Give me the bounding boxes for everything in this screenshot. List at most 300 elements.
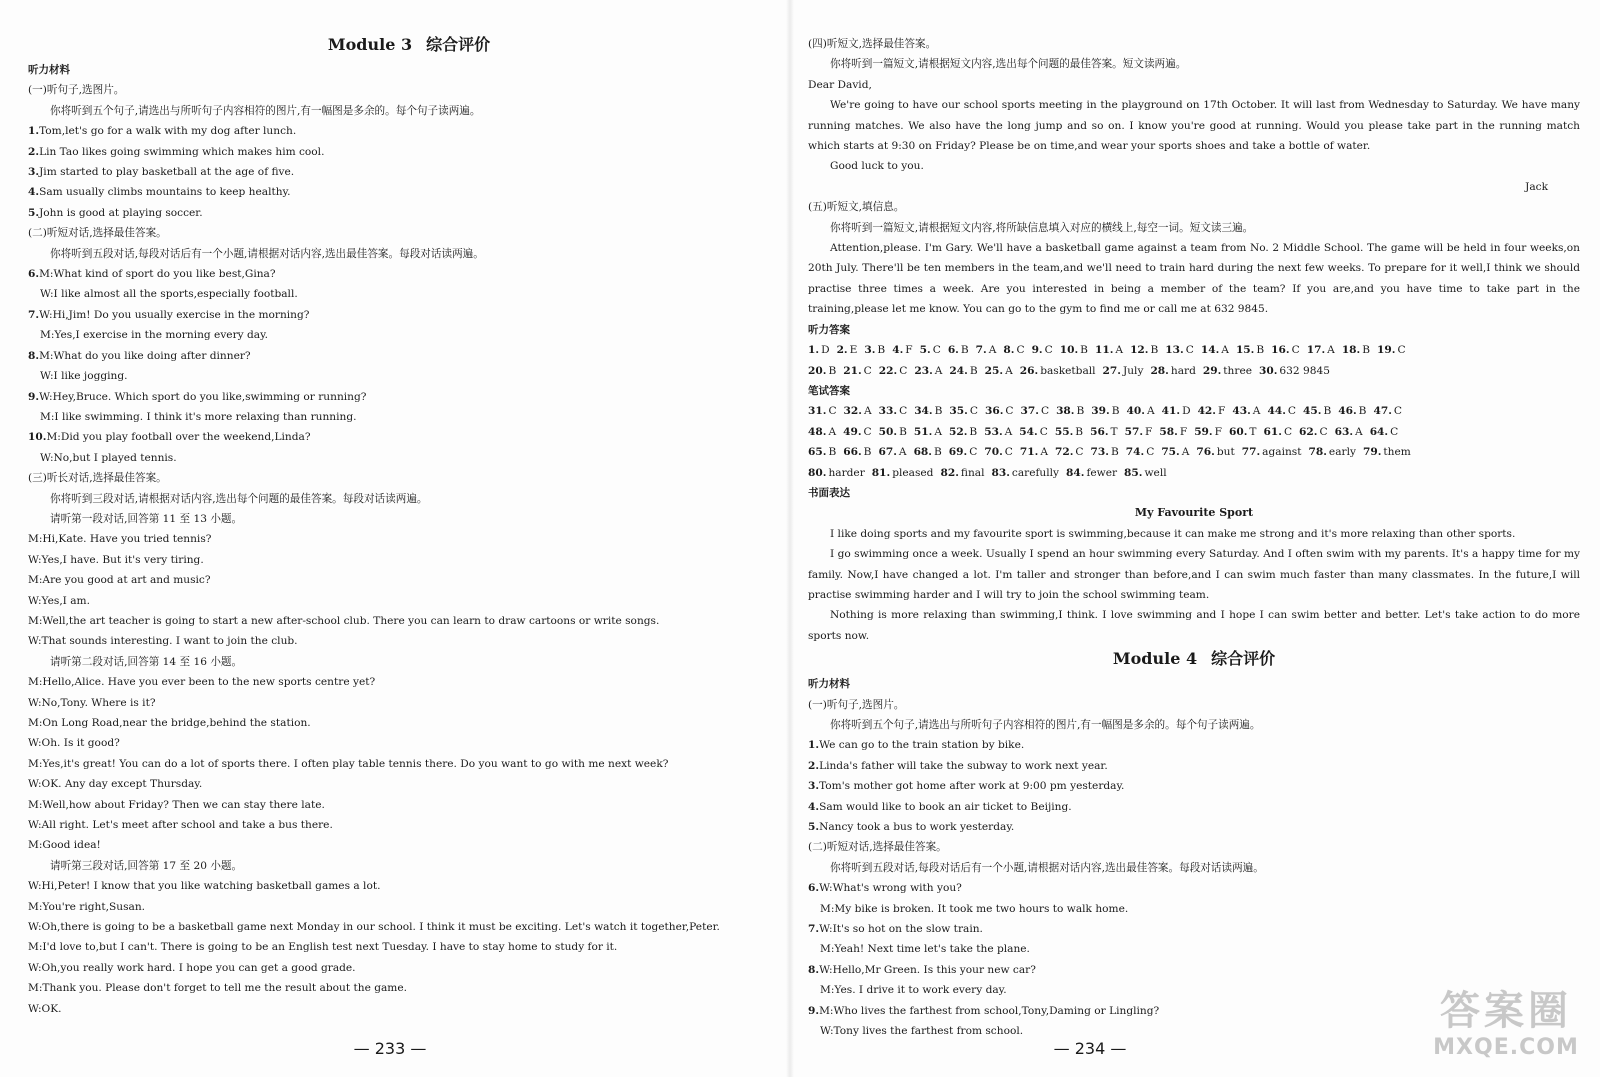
written-answer-number: 74. <box>1125 446 1145 459</box>
written-answer-value: B <box>1075 425 1084 438</box>
written-answer-number: 68. <box>913 446 932 459</box>
part1-item-text: Jim started to play basketball at the age of five. <box>39 166 295 179</box>
written-answer-number: 50. <box>878 425 898 438</box>
written-answer-number: 66. <box>843 446 862 459</box>
m4-part2-line <box>808 919 1580 939</box>
written-answer-value: C <box>1005 405 1014 418</box>
written-answer-item <box>1055 442 1084 462</box>
written-answer-value: carefully <box>1011 466 1060 479</box>
written-answer-value: B <box>1076 405 1085 418</box>
written-answer-value: pleased <box>892 466 934 479</box>
listening-answer-item <box>808 340 830 360</box>
part2-line-text: W:Hi,Jim! Do you usually exercise in the morning? <box>39 308 310 321</box>
part3-heading: (三)听长对话,选择最佳答案。 <box>28 472 167 485</box>
written-answer-number: 55. <box>1054 425 1074 438</box>
listening-answer-value: 632 9845 <box>1279 364 1330 377</box>
listening-answer-item <box>879 361 908 381</box>
written-answer-number: 83. <box>991 466 1010 479</box>
written-answer-item <box>1303 401 1331 421</box>
written-answer-item <box>1232 401 1260 421</box>
written-answer-number: 62. <box>1299 425 1318 438</box>
written-answer-number: 46. <box>1338 405 1357 418</box>
dialogue1-line: W:That sounds interesting. I want to join the club. <box>28 635 298 648</box>
written-answer-number: 72. <box>1054 446 1074 459</box>
listening-answer-value: B <box>1256 344 1265 357</box>
written-answer-value: early <box>1328 446 1356 459</box>
written-answer-value: C <box>828 405 837 418</box>
listening-answer-value: B <box>1150 344 1159 357</box>
listening-answer-item <box>1377 340 1406 360</box>
listening-answer-number: 19. <box>1377 344 1396 357</box>
listening-answer-value: B <box>1080 344 1088 357</box>
written-answer-number: 81. <box>871 466 891 479</box>
part1-heading: (一)听句子,选图片。 <box>28 84 125 97</box>
listening-answer-value: C <box>1185 344 1194 357</box>
written-answer-value: A <box>1252 405 1261 418</box>
m4-part1-item-number: 2. <box>808 759 820 772</box>
m4-part1-heading: (一)听句子,选图片。 <box>808 698 905 711</box>
listening-answer-value: F <box>905 344 913 357</box>
written-answer-item <box>1126 442 1155 462</box>
written-answer-item <box>991 463 1059 483</box>
listening-answer-number: 16. <box>1271 344 1290 357</box>
part2-line-number: 7. <box>28 308 40 321</box>
written-answer-number: 85. <box>1124 466 1143 479</box>
written-answer-item <box>949 422 977 442</box>
written-answer-value: F <box>1145 425 1153 438</box>
written-answer-number: 53. <box>984 425 1003 438</box>
written-answer-value: A <box>1040 446 1048 459</box>
essay-paragraph: I go swimming once a week. Usually I spend an hour swimming every Saturday. And I often swim with my parents. It's a happy time for my family. Now,I have changed a lot. I'm taller and stronger than before,and I can swim much faster than many classmates. In the future,I will practise swimming harder and I will try to join the school swimming team. <box>808 548 1580 601</box>
m4-part2-line-text: W:Hello,Mr Green. Is this your new car? <box>819 963 1036 976</box>
page-number-right: — 234 — <box>1053 1039 1127 1058</box>
letter-body: We're going to have our school sports meeting in the playground on 17th October. It will last from Wednesday to Saturday. We have many running matches. We also have the long jump and so on. I know you're good at running. Would you please take part in the running match which starts at 9:30 on Friday? Please be on time,and wear your sports shoes and take a bottle of water. <box>808 99 1580 153</box>
listening-answer-item <box>1060 340 1088 360</box>
listening-answer-number: 22. <box>878 364 898 377</box>
listening-answer-number: 15. <box>1235 344 1255 357</box>
listening-answer-number: 29. <box>1202 364 1222 377</box>
written-answer-item <box>1308 442 1355 462</box>
listening-answer-value: B <box>969 364 978 377</box>
part1-item-number: 5. <box>28 206 40 219</box>
written-answer-value: A <box>863 405 872 418</box>
part2-line <box>28 305 790 325</box>
listening-answer-value: B <box>877 344 886 357</box>
listening-answer-item <box>1203 361 1252 381</box>
written-answer-item <box>808 463 865 483</box>
written-answer-item <box>1373 401 1402 421</box>
part5-instruction: 你将听到一篇短文,请根据短文内容,将所缺信息填入对应的横线上,每空一词。短文读三遍。 <box>830 221 1254 234</box>
m4-part2-line: M:Yes. I drive it to work every day. <box>820 984 1007 997</box>
written-answer-number: 32. <box>843 405 862 418</box>
written-answer-number: 65. <box>808 446 827 459</box>
m4-part1-item <box>808 817 1580 837</box>
part4-heading: (四)听短文,选择最佳答案。 <box>808 38 937 50</box>
written-answer-item <box>878 442 906 462</box>
written-answer-value: A <box>934 425 942 438</box>
written-answer-item <box>1056 401 1084 421</box>
written-answer-row <box>808 463 1580 483</box>
dialogue2-line: M:Good idea! <box>28 839 101 852</box>
written-answer-value: final <box>960 466 985 479</box>
watermark-en: MXQE.COM <box>1433 1035 1579 1060</box>
written-answer-value: A <box>1355 425 1363 438</box>
written-answer-item <box>872 463 934 483</box>
written-answer-value: but <box>1216 446 1235 459</box>
essay-paragraph: Nothing is more relaxing than swimming,I think. I love swimming and I hope I can swim better and better. Let's take action to do more sports now. <box>808 609 1580 642</box>
m4-part2-line: W:Tony lives the farthest from school. <box>820 1025 1024 1038</box>
written-answer-value: D <box>1182 405 1191 418</box>
listening-answer-number: 18. <box>1341 344 1361 357</box>
listening-answer-number: 9. <box>1031 344 1043 357</box>
written-answer-item <box>1161 442 1189 462</box>
written-answer-item <box>985 401 1014 421</box>
listening-answer-value: C <box>1397 344 1406 357</box>
written-answer-number: 77. <box>1241 446 1261 459</box>
written-answer-number: 34. <box>914 405 933 418</box>
written-answer-number: 70. <box>984 446 1003 459</box>
written-answer-item <box>914 422 942 442</box>
part2-line <box>28 264 790 284</box>
part2-line <box>28 387 790 407</box>
written-answer-number: 80. <box>808 466 827 479</box>
written-answer-value: fewer <box>1086 466 1118 479</box>
written-answer-number: 71. <box>1019 446 1039 459</box>
written-answer-number: 37. <box>1020 405 1039 418</box>
written-answer-value: A <box>1181 446 1190 459</box>
m4-part2-instruction: 你将听到五段对话,每段对话后有一个小题,请根据对话内容,选出最佳答案。每段对话读两遍。 <box>830 861 1264 874</box>
listening-answer-item <box>808 361 836 381</box>
part2-dialogues <box>28 264 790 468</box>
written-answer-item <box>1198 401 1226 421</box>
part2-line: W:I like jogging. <box>40 370 128 383</box>
written-answer-number: 40. <box>1126 405 1145 418</box>
writing-heading: 书面表达 <box>808 486 850 499</box>
listening-answer-value: E <box>849 344 858 357</box>
essay-body <box>808 524 1580 646</box>
listening-answer-number: 17. <box>1306 344 1326 357</box>
m4-part2-heading: (二)听短对话,选择最佳答案。 <box>808 841 947 854</box>
listening-answer-value: July <box>1122 364 1144 377</box>
listening-answer-item <box>1130 340 1158 360</box>
written-answer-item <box>808 442 836 462</box>
listening-answer-item <box>1342 340 1370 360</box>
listening-answer-item <box>1150 361 1195 381</box>
written-answer-item <box>1066 463 1117 483</box>
dialogue3-line: M:You're right,Susan. <box>28 900 146 913</box>
written-answer-item <box>1229 422 1257 442</box>
written-answer-value: B <box>828 446 837 459</box>
essay-title: My Favourite Sport <box>1134 506 1254 520</box>
listening-answer-item <box>837 340 858 360</box>
written-answer-row <box>808 442 1580 462</box>
listening-answer-item <box>1271 340 1300 360</box>
m4-part2-line: M:Yeah! Next time let's take the plane. <box>820 943 1030 956</box>
written-answer-value: B <box>934 446 942 459</box>
listening-answer-item <box>1032 340 1053 360</box>
written-answer-number: 76. <box>1196 446 1215 459</box>
written-answer-item <box>1091 401 1119 421</box>
written-answer-value: C <box>1283 425 1293 438</box>
listening-answer-number: 20. <box>808 364 827 377</box>
written-answer-value: C <box>1287 405 1296 418</box>
written-answer-item <box>1299 422 1328 442</box>
written-answer-value: C <box>1004 446 1013 459</box>
listening-answer-value: C <box>899 364 908 377</box>
listening-answer-value: C <box>1044 344 1053 357</box>
listening-answer-item <box>1020 361 1096 381</box>
written-answer-number: 44. <box>1267 405 1286 418</box>
m4-part2-line <box>808 878 1580 898</box>
dialogue2-line: M:Well,how about Friday? Then we can stay there late. <box>28 798 325 811</box>
page-right <box>790 0 1600 1077</box>
written-answer-item <box>843 422 872 442</box>
written-answer-number: 36. <box>984 405 1004 418</box>
listening-answer-number: 13. <box>1165 344 1184 357</box>
written-answer-number: 79. <box>1362 446 1382 459</box>
listening-answer-item <box>1307 340 1335 360</box>
written-answer-row <box>808 401 1580 421</box>
listening-answer-item <box>949 361 977 381</box>
listening-answer-item <box>843 361 872 381</box>
dialogue3-line: W:Oh,you really work hard. I hope you can get a good grade. <box>28 961 356 974</box>
written-answer-value: F <box>1218 405 1226 418</box>
listening-answer-number: 14. <box>1200 344 1220 357</box>
m4-part2-line: M:My bike is broken. It took me two hours to walk home. <box>820 902 1129 915</box>
written-answer-number: 35. <box>949 405 968 418</box>
written-answer-item <box>1194 422 1222 442</box>
part1-item-number: 1. <box>28 125 40 138</box>
written-answer-number: 59. <box>1194 425 1213 438</box>
part1-item <box>28 121 790 141</box>
part2-heading: (二)听短对话,选择最佳答案。 <box>28 227 167 240</box>
listening-answer-item <box>892 340 912 360</box>
listening-answer-item <box>985 361 1013 381</box>
dialogue1-heading: 请听第一段对话,回答第 11 至 13 小题。 <box>50 512 243 525</box>
written-answer-value: B <box>863 446 872 459</box>
part2-line: M:Yes,I exercise in the morning every day. <box>40 329 269 342</box>
listening-answer-number: 25. <box>984 364 1004 377</box>
m4-part2-line-number: 7. <box>808 923 820 936</box>
part2-line <box>28 427 790 447</box>
written-answer-value: them <box>1383 446 1411 459</box>
dialogue1-line: W:Yes,I have. But it's very tiring. <box>28 553 204 566</box>
m4-part1-item-number: 5. <box>808 821 820 834</box>
dialogue1-line: M:Hi,Kate. Have you tried tennis? <box>28 533 212 546</box>
part1-item-number: 3. <box>28 166 40 179</box>
listening-answer-item <box>948 340 969 360</box>
part1-item-number: 2. <box>28 145 40 158</box>
written-answer-value: C <box>1146 446 1155 459</box>
listening-answer-item <box>864 340 885 360</box>
written-answer-value: C <box>1075 446 1084 459</box>
part2-instruction: 你将听到五段对话,每段对话后有一个小题,请根据对话内容,选出最佳答案。每段对话读两遍。 <box>50 247 484 260</box>
dialogue1-lines <box>28 529 790 651</box>
written-answers <box>808 401 1580 483</box>
m4-part2-line-text: W:It's so hot on the slow train. <box>819 923 983 936</box>
dialogue3-line: W:Oh,there is going to be a basketball game next Monday in our school. I think it must be exciting. Let's watch it together,Peter. <box>28 921 720 934</box>
written-answer-item <box>1125 422 1153 442</box>
written-answer-item <box>1162 401 1191 421</box>
listening-answer-number: 27. <box>1102 364 1121 377</box>
written-answer-number: 54. <box>1019 425 1038 438</box>
written-answer-value: C <box>1393 405 1403 418</box>
written-answer-number: 78. <box>1308 446 1327 459</box>
dialogue2-lines <box>28 672 790 856</box>
listening-answer-number: 4. <box>892 344 904 357</box>
written-answer-item <box>879 422 907 442</box>
written-answer-value: C <box>899 405 908 418</box>
page-number-left: — 233 — <box>353 1039 427 1058</box>
part2-line-number: 10. <box>28 431 47 444</box>
m4-part2-line-number: 8. <box>808 963 820 976</box>
listening-answer-number: 24. <box>949 364 968 377</box>
m4-part1-item <box>808 735 1580 755</box>
written-answer-value: B <box>899 425 907 438</box>
module3-title <box>28 34 790 56</box>
written-answer-value: B <box>1358 405 1367 418</box>
listening-answer-number: 7. <box>975 344 987 357</box>
m4-part1-item <box>808 756 1580 776</box>
written-answer-number: 63. <box>1334 425 1354 438</box>
part1-item-number: 4. <box>28 186 40 199</box>
dialogue2-line: W:All right. Let's meet after school and take a bus there. <box>28 819 333 832</box>
written-answer-number: 57. <box>1124 425 1144 438</box>
listening-answer-value: A <box>1327 344 1335 357</box>
m4-part1-item-number: 1. <box>808 739 820 752</box>
written-answer-row <box>808 422 1580 442</box>
written-answer-number: 39. <box>1091 405 1110 418</box>
m4-part1-item-text: Tom's mother got home after work at 9:00 pm yesterday. <box>819 780 1125 793</box>
dialogue1-line: M:Well,the art teacher is going to start a new after-school club. There you can learn to draw cartoons or write songs. <box>28 614 660 627</box>
written-answer-value: B <box>969 425 978 438</box>
part2-line-number: 6. <box>28 268 40 281</box>
listening-answer-value: B <box>828 364 837 377</box>
written-answer-item <box>808 422 836 442</box>
listening-answer-item <box>1201 340 1229 360</box>
written-answer-value: A <box>898 446 907 459</box>
part2-line: M:I like swimming. I think it's more relaxing than running. <box>40 410 357 423</box>
listening-answer-value: B <box>1362 344 1371 357</box>
letter-greeting: Dear David, <box>808 78 872 91</box>
written-answer-number: 61. <box>1263 425 1282 438</box>
page-left <box>0 0 790 1077</box>
written-answer-number: 52. <box>948 425 968 438</box>
part2-line-text: M:What kind of sport do you like best,Gina? <box>39 268 276 281</box>
m4-part2-line-text: M:Who lives the farthest from school,Tony,Daming or Lingling? <box>819 1004 1160 1017</box>
part1-item-text: John is good at playing soccer. <box>39 206 203 219</box>
written-answer-number: 47. <box>1373 405 1392 418</box>
written-answer-value: T <box>1249 425 1257 438</box>
written-answer-value: C <box>1390 425 1399 438</box>
letter-close: Good luck to you. <box>830 160 924 173</box>
listening-answer-value: A <box>934 364 943 377</box>
dialogue2-heading: 请听第二段对话,回答第 14 至 16 小题。 <box>50 655 243 668</box>
written-answer-value: B <box>1111 405 1120 418</box>
part1-items <box>28 121 790 223</box>
written-answer-value: B <box>934 405 943 418</box>
m4-part1-item <box>808 776 1580 796</box>
written-answer-number: 41. <box>1161 405 1181 418</box>
m4-listening-material-heading: 听力材料 <box>808 678 850 691</box>
listening-answer-item <box>976 340 997 360</box>
written-answer-number: 69. <box>948 446 968 459</box>
written-answer-number: 43. <box>1232 405 1251 418</box>
dialogue2-line: W:Oh. Is it good? <box>28 737 120 750</box>
written-answer-item <box>1196 442 1234 462</box>
listening-answer-number: 10. <box>1059 344 1079 357</box>
listening-answer-number: 26. <box>1019 364 1039 377</box>
module4-title-en: Module 4 <box>1112 649 1198 669</box>
part5-heading: (五)听短文,填信息。 <box>808 201 905 214</box>
part2-line-text: M:Did you play football over the weekend,Linda? <box>46 431 311 444</box>
listening-answer-item <box>914 361 942 381</box>
part1-item <box>28 142 790 162</box>
written-answer-item <box>1019 422 1048 442</box>
listening-answer-number: 28. <box>1150 364 1169 377</box>
dialogue3-line: W:OK. <box>28 1002 62 1015</box>
part1-item <box>28 182 790 202</box>
written-answer-item <box>844 401 872 421</box>
m4-part1-item-number: 4. <box>808 800 820 813</box>
dialogue3-line: W:Hi,Peter! I know that you like watching basketball games a lot. <box>28 880 381 893</box>
written-answer-item <box>879 401 908 421</box>
written-answer-item <box>1370 422 1399 442</box>
listening-answer-value: hard <box>1170 364 1196 377</box>
dialogue2-line: M:Yes,it's great! You can do a lot of sports there. I often play table tennis there. Do you want to go with me next week? <box>28 757 669 770</box>
written-answer-number: 58. <box>1159 425 1178 438</box>
listening-answer-number: 5. <box>919 344 931 357</box>
written-answer-item <box>843 442 871 462</box>
written-answer-value: C <box>863 425 872 438</box>
written-answer-value: C <box>969 405 978 418</box>
part2-line-number: 9. <box>28 390 40 403</box>
written-answer-item <box>1021 401 1050 421</box>
listening-answer-value: A <box>1115 344 1124 357</box>
written-answer-value: B <box>1110 446 1119 459</box>
listening-answer-number: 11. <box>1094 344 1114 357</box>
m4-part2-line <box>808 960 1580 980</box>
written-answers-heading: 笔试答案 <box>808 384 850 397</box>
part1-item-text: Lin Tao likes going swimming which makes him cool. <box>39 145 325 158</box>
written-answer-value: F <box>1179 425 1188 438</box>
written-answer-item <box>1159 422 1187 442</box>
part1-instruction: 你将听到五个句子,请选出与所听句子内容相符的图片,有一幅图是多余的。每个句子读两遍。 <box>50 104 481 117</box>
m4-part1-item-number: 3. <box>808 780 820 793</box>
letter-signature: Jack <box>1525 180 1548 193</box>
listening-answer-item <box>1095 340 1123 360</box>
listening-answer-number: 12. <box>1130 344 1149 357</box>
watermark-logo <box>1426 987 1586 1067</box>
listening-answers-heading: 听力答案 <box>808 323 850 336</box>
part1-item-text: Sam usually climbs mountains to keep healthy. <box>39 186 291 199</box>
listening-answer-value: D <box>821 344 830 357</box>
dialogue3-line: M:Thank you. Please don't forget to tell me the result about the game. <box>28 982 407 995</box>
written-answer-number: 42. <box>1197 405 1216 418</box>
written-answer-item <box>949 401 978 421</box>
dialogue3-line: M:I'd love to,but I can't. There is going to be an English test next Tuesday. I have to stay home to study for it. <box>28 941 618 954</box>
written-answer-value: F <box>1214 425 1222 438</box>
m4-part1-item-text: Sam would like to book an air ticket to Beijing. <box>819 800 1072 813</box>
module4-title-cn: 综合评价 <box>1211 649 1276 669</box>
written-answer-item <box>1055 422 1083 442</box>
part3-instruction: 你将听到三段对话,请根据对话内容,选出每个问题的最佳答案。每段对话读两遍。 <box>50 492 428 505</box>
written-answer-value: harder <box>828 466 865 479</box>
listening-answer-value: basketball <box>1040 364 1096 377</box>
written-answer-number: 49. <box>843 425 862 438</box>
dialogue2-line: W:No,Tony. Where is it? <box>28 696 156 709</box>
written-answer-number: 38. <box>1056 405 1075 418</box>
